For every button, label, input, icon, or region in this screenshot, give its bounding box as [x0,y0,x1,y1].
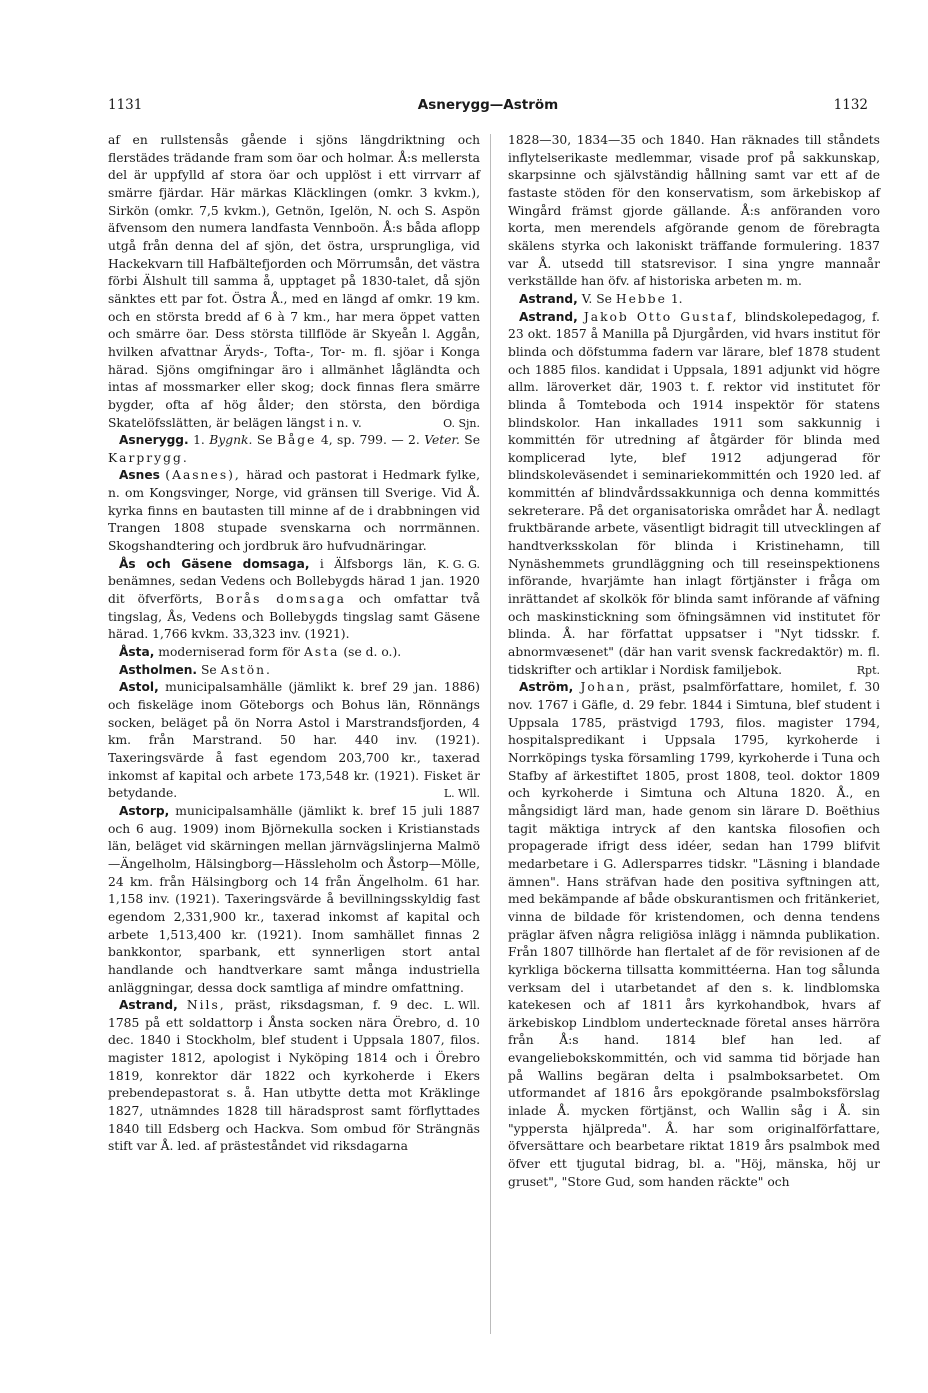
entry-asnen-continued [108,132,480,432]
entry-astrand-v [508,291,880,309]
column-divider [490,134,491,1334]
entry-text: Se [464,433,480,448]
entry-astrom-johan [508,679,880,1191]
entry-astol [108,679,480,803]
entry-text: af en rullstensås gående i sjöns längdriktning och flerstädes trädande fram som öar och holmar. Å:s mellersta del är uppfylld af stora öar och upplöst i ett virrvarr af smärre fjärdar. Här märkas Kläcklingen (omkr. 3 kvkm.), Sirkön (omkr. 7,5 kvkm.), Getnön, Igelön, N. och S. Aspön äfvensom den numera landfasta Vennboön. Å:s båda aflopp utgå från denna del af sjön, det östra, ursprungliga, vid Hackekvarn till Hafbältefjorden och Mörrumsån, det västra förbi Älshult till samma å, upptaget på 1830-talet, då sjön sänktes ett par fot. Östra Å., med en längd af omkr. 19 km. och en största bredd af 6 à 7 km., har mera öppet vatten och smärre öar. Dess största tillflöde är Skyeån l. Aggån, hvilken afvattnar Äryds-, Tofta-, Tor- m. fl. sjöar i Konga härad. Sjöns omgifningar äro i allmänhet lågländta och intas af mossmarker eller skog; dock finnas flera smärre bygder, ofta af hög ålder; den största, den bördiga Skatelöfsslätten, är belägen längst i n. v. [108,133,480,430]
cross-reference: Hebbe [615,291,667,306]
headword: Astrand, [519,291,578,306]
author-signature: L. Wll. [443,787,480,801]
entry-text: i Älfsborgs län, benämnes, sedan Vedens och Bollebygds härad 1 jan. 1920 dit öfverförts, [108,556,480,607]
page-number-right: 1132 [833,97,868,113]
headword: Astorp, [119,803,170,818]
author-signature: L. Wll. [443,999,480,1013]
headword: Asnes [119,468,160,483]
running-title: Asnerygg—Aström [417,97,559,113]
entry-text: 1828—30, 1834—35 och 1840. Han räknades till ståndets inflytelserikaste medlemmar, visade prof på sakkunskap, skarpsinne och självständig hållning samt var ett af de fastaste stöden för den konservatism, som ärkebiskop af Wingård främst gjorde gällande. Å:s anföranden voro korta, men merendels afgörande genom de förebragta skälens styrka och lakoniskt träffande formulering. 1837 var Å. utsedd till statsrevisor. I sina yngre mannaår verkställde han öfv. af historiska arbeten m. m. [508,133,880,289]
page-number-left: 1131 [108,97,143,113]
entry-text: och omfattar två tingslag, Ås, Vedens och Bollebygds tingslag samt Gäsene härad. 1,766 kvkm. 33,323 inv. (1921). [108,592,480,642]
entry-text: Se [200,662,217,677]
author-signature: O. Sjn. [443,416,480,430]
entry-text: municipalsamhälle (jämlikt k. bref 15 juli 1887 och 6 aug. 1909) inom Björnekulla socken i Kristianstads län, beläget vid skärningen mellan järnvägslinjerna Malmö—Ängelholm, Hälsingborg—Hässleholm och Åstorp—Mölle, 24 km. från Hälsingborg och 14 från Ängelholm. 61 har. 1,158 inv. (1921). Taxeringsvärde å bevillningsskyldig fast egendom 2,331,900 kr., taxerad inkomst af kapital och arbete 1,513,400 kr. (1921). Inom samhället finnas 2 bankkontor, sparbank, ett synnerligen stort antal handlande och handtverkare samt många industriella anläggningar, dessa dock samtliga af mindre omfattning. [108,803,480,995]
headword: Astol, [119,680,159,695]
headword: Astrand, [119,998,178,1013]
entry-text: (se d. o.). [343,645,402,660]
headword: Asnerygg. [119,433,189,448]
entry-text: blindskolepedagog, f. 23 okt. 1857 å Manilla på Djurgården, vid hvars institut för blinda och döfstumma fadern var lärare, blef 1878 student och 1885 filos. kandidat i Uppsala, 1891 adjunkt vid högre allm. läroverket där, 1903 t. f. rektor vid institutet för blinda å Tomteboda och 1914 inspektör för statens blindskolor. Han inkallades 1911 som sakkunnig i kommittén för utredning af åtgärder för blinda med komplicerad lyte, blef 1912 adjungerad för blindskoleväsendet i seminariekommittén och 1920 led. af kommittén af blindvårdssakkunniga och denna kommittés sekreterare. På det organisatoriska området har Å. nedlagt fruktbärande arbete, väsentligt bidragit till utvecklingen af handtverksskolan för blinda i Kristinehamn, till Nynäshemmets grundläggning och till reseinspektionens införande, hvarjämte han inlagt förtjänster i fråga om inrättandet af skolkök för blinda samt införande af väfning och maskinstickning som öfningsämnen vid institutet för blinda. Å. har författat uppsatser i "Nyt tidsskr. f. abnormvæsenet" (där han varit svensk fackredaktör) m. fl. tidskrifter och artiklar i Nordisk familjebok. [508,309,880,677]
entry-as-och-gasene [108,556,480,644]
spaced-name: (Aasnes), [165,468,241,483]
entry-astrand-jakob [508,309,880,680]
entry-text: präst, riksdagsman, f. 9 dec. 1785 på ett soldattorp i Ånsta socken nära Örebro, d. 10 dec. 1840 i Stockholm, blef student i Uppsala 1807, filos. magister 1812, apologist i Nyköping 1814 och i Örebro 1819, konrektor där 1822 och kyrkoherde i Ekers prebendepastorat s. å. Han utbytte detta mot Kräklinge 1827, utnämndes 1828 till häradsprost samt förflyttades 1840 till Edsberg och Hackva. Som ombud för Strängnäs stift var Å. led. af prästeståndet vid riksdagarna [108,998,480,1154]
abbreviation: Veter. [424,433,460,448]
abbreviation: Bygnk. [209,433,253,448]
entry-text: präst, psalmförfattare, homilet, f. 30 nov. 1767 i Gäfle, d. 29 febr. 1844 i Simtuna, blef student i Uppsala 1785, prästvigd 1793, filos. magister 1794, hospitalspredikant i Uppsala 1795, kyrkoherde i Norrköpings tyska församling 1799, kyrkoherde i Tuna och Stafby af ärkestiftet 1805, prost 1808, teol. doktor 1809 och kyrkoherde i Simtuna och Altuna 1820. Å., en mångsidigt lärd man, hade genom sin lärare D. Boëthius tagit mäktiga intryck af den kantska filosofien och propagerade ifrigt dess idéer, sedan han 1799 blifvit medarbetare i G. Adlersparres tidskr. "Läsning i blandade ämnen". Hans sträfvan hade den positiva syftningen att, med bekämpande af både obskurantismen och fritänkeriet, vinna de bildade för kristendomen, och denna tendens präglar äfven några religiösa inlägg i nämnda publikation. Från 1807 tillhörde han flertalet af de för revisionen af de kyrkliga böckerna tillsatta kommittéerna. Han tog sålunda verksam del i utarbetandet af den s. k. lindblomska katekesen och af 1811 års kyrkohandbok, hvars af ärkebiskop Lindblom undertecknade företal anses härröra från Å:s hand. 1814 blef han led. af evangeliebokskommittén, och vid samma tid började han på Wallins begäran delta i psalmboksarbetet. Om utformandet af 1816 års epokgörande psalmboksförslag inlade Å. mycken förtjänst, och Wallin såg i Å. sin "yppersta hjälpreda". Å. har som originalförfattare, öfversättare och bearbetare riktat 1819 års psalmbok med öfver ett tjugutal bidrag, bl. a. "Höj, mänska, höj ur gruset", "Store Gud, som handen räckte" och [508,680,880,1189]
headword: Ås och Gäsene domsaga, [119,556,310,571]
entry-text: 1. [193,433,205,448]
entry-text: municipalsamhälle (jämlikt k. bref 29 jan. 1886) och fiskeläge inom Göteborgs och Bohus län, Rönnängs socken, beläget på ön Norra Astol i Marstrandsfjorden, 4 km. från Marstrand. 50 har. 440 inv. (1921). Taxeringsvärde å fast egendom 203,700 kr., taxerad inkomst af kapital och arbete 173,548 kr. (1921). Fisket är betydande. [108,680,480,801]
headword: Aström, [519,680,574,695]
entry-astrand-nils-continued [508,132,880,291]
entry-text: V. Se [581,291,612,306]
entry-astrand-nils [108,997,480,1156]
page-header [108,97,868,121]
spaced-name: Nils, [186,998,226,1013]
spaced-name: Jakob Otto Gustaf, [583,309,739,324]
spaced-name: Borås domsaga [215,592,347,607]
entry-text: moderniserad form för [158,645,301,660]
headword: Astholmen. [119,662,198,677]
entry-asta [108,644,480,662]
entry-asnerygg [108,432,480,467]
left-column [108,132,480,1156]
cross-reference: Asta [303,645,340,660]
cross-reference: Astön. [220,662,272,677]
right-column [508,132,880,1191]
entry-text: 4, sp. 799. — 2. [320,433,420,448]
headword: Astrand, [519,309,578,324]
cross-reference: Båge [276,433,317,448]
entry-text: Se [256,433,273,448]
spaced-name: Johan, [580,680,632,695]
entry-astholmen [108,662,480,680]
cross-reference: Karprygg. [108,450,189,465]
entry-text: härad och pastorat i Hedmark fylke, n. om Kongsvinger, Norge, vid gränsen till Sverige. Vid Å. kyrka finns en bautasten till minne af de i drabbningen vid Trangen 1808 stupade svenskarna och norrmännen. Skogshandtering och jordbruk äro hufvudnäringar. [108,468,480,554]
author-signature: K. G. G. [437,557,480,571]
entry-text: 1. [670,291,683,306]
author-signature: Rpt. [856,663,880,677]
headword: Åsta, [119,645,155,660]
